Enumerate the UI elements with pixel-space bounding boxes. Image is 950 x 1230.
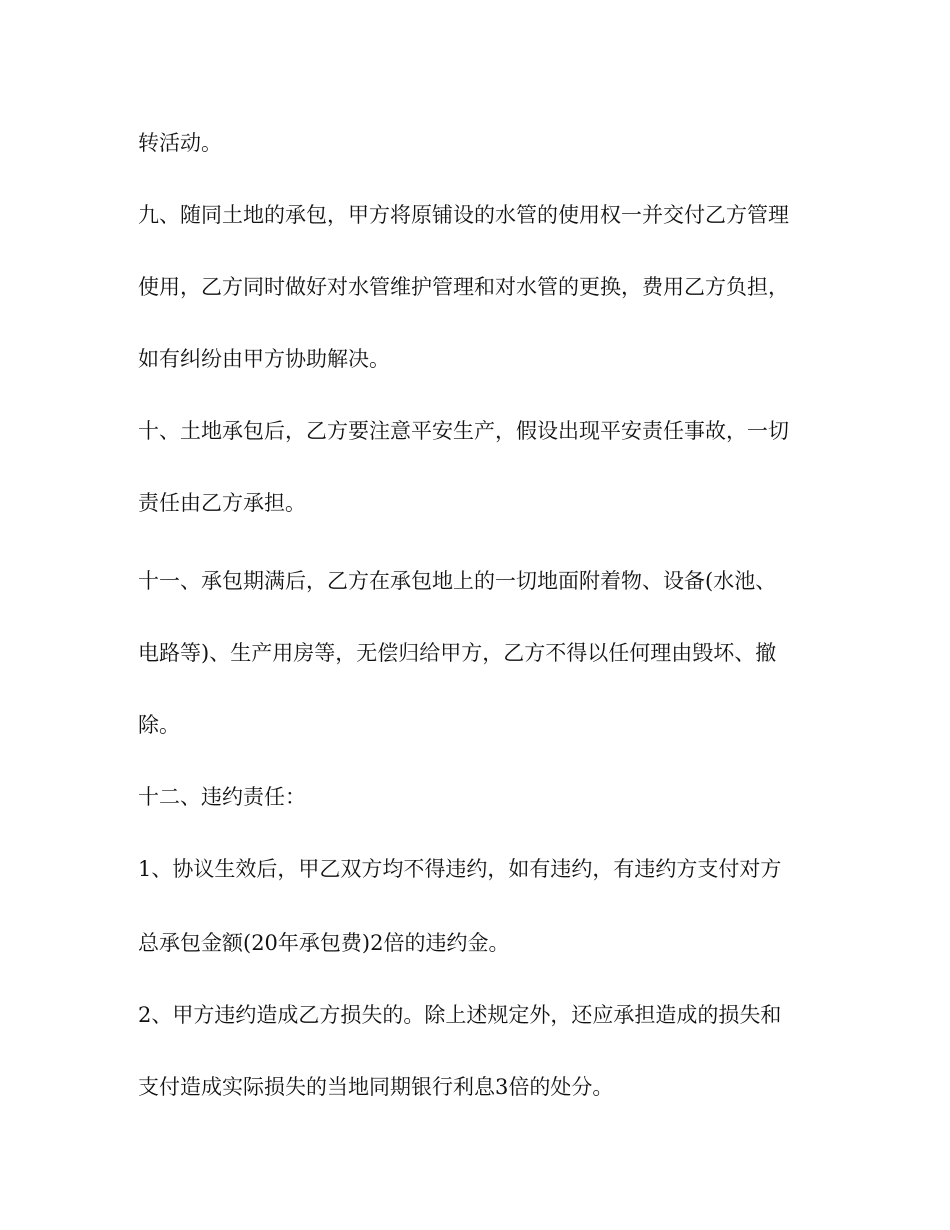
text-line: 责任由乙方承担。 <box>138 491 306 515</box>
text-line: 1、协议生效后，甲乙双方均不得违约，如有违约，有违约方支付对方 <box>138 857 782 881</box>
text-line: 九、随同土地的承包，甲方将原铺设的水管的使用权一并交付乙方管理 <box>138 203 789 227</box>
text-line: 除。 <box>138 713 180 737</box>
text-line: 电路等)、生产用房等，无偿归给甲方，乙方不得以任何理由毁坏、撤 <box>138 641 777 665</box>
text-line: 使用，乙方同时做好对水管维护管理和对水管的更换，费用乙方负担， <box>138 275 789 299</box>
text-line: 总承包金额(20年承包费)2倍的违约金。 <box>138 931 510 955</box>
text-line: 如有纠纷由甲方协助解决。 <box>138 347 390 371</box>
text-line: 十一、承包期满后，乙方在承包地上的一切地面附着物、设备(水池、 <box>138 569 777 593</box>
text-line: 十、土地承包后，乙方要注意平安生产，假设出现平安责任事故，一切 <box>138 419 789 443</box>
text-line: 转活动。 <box>138 131 222 155</box>
text-line: 十二、违约责任： <box>138 785 306 809</box>
text-line: 2、甲方违约造成乙方损失的。除上述规定外，还应承担造成的损失和 <box>138 1003 782 1027</box>
text-line: 支付造成实际损失的当地同期银行利息3倍的处分。 <box>138 1075 614 1099</box>
